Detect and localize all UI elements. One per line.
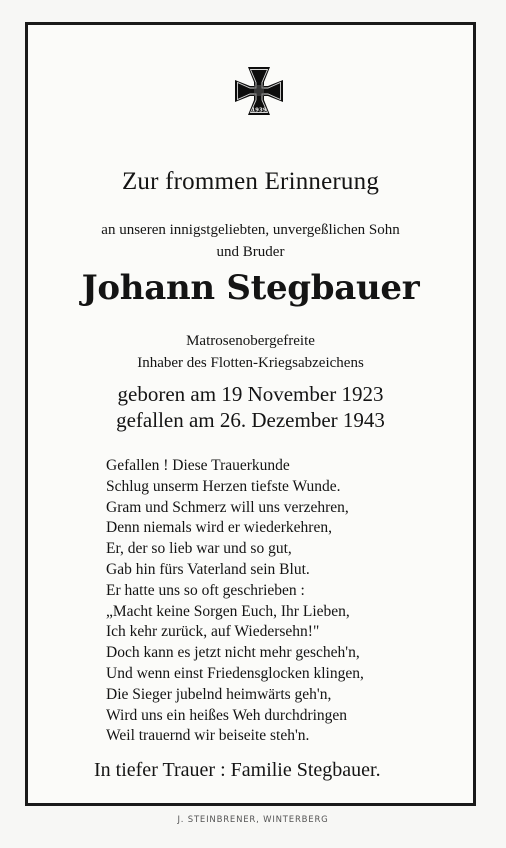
- poem-line: Wird uns ein heißes Weh durchdringen: [106, 706, 348, 724]
- poem-line: „Macht keine Sorgen Euch, Ihr Lieben,: [106, 602, 350, 620]
- dedication-line: und Bruder: [216, 244, 285, 260]
- life-dates: [25, 381, 476, 433]
- poem-line: Doch kann es jetzt nicht mehr gescheh'n,: [106, 644, 360, 662]
- rank-block: [25, 330, 476, 374]
- deceased-name: Johann Stegbauer: [81, 268, 420, 308]
- poem-line: Er hatte uns so oft geschrieben :: [106, 581, 305, 599]
- poem-line: Denn niemals wird er wiederkehren,: [106, 519, 332, 537]
- birth-date: geboren am 19 November 1923: [117, 382, 384, 406]
- cross-year-label: 1939: [251, 107, 267, 114]
- poem-line: Weil trauernd wir beiseite steh'n.: [106, 727, 310, 745]
- poem-line: Gram und Schmerz will uns verzehren,: [106, 498, 349, 516]
- dedication-line: an unseren innigstgeliebten, unvergeßlichen Sohn: [101, 222, 400, 238]
- memorial-poem: [106, 456, 446, 747]
- poem-line: Die Sieger jubelnd heimwärts geh'n,: [106, 685, 332, 703]
- poem-line: Gefallen ! Diese Trauerkunde: [106, 457, 290, 474]
- poem-line: Schlug unserm Herzen tiefste Wunde.: [106, 477, 341, 495]
- printer-imprint: J. STEINBRENER, WINTERBERG: [177, 815, 329, 825]
- memorial-heading: Zur frommen Erinnerung: [121, 168, 380, 195]
- death-date: gefallen am 26. Dezember 1943: [116, 408, 385, 432]
- poem-line: Ich kehr zurück, auf Wiedersehn!": [106, 623, 320, 641]
- dedication-text: [25, 219, 476, 263]
- poem-line: Und wenn einst Friedensglocken klingen,: [106, 664, 364, 682]
- poem-line: Gab hin fürs Vaterland sein Blut.: [106, 560, 310, 578]
- award-line: Inhaber des Flotten-Kriegsabzeichens: [137, 355, 364, 371]
- poem-line: Er, der so lieb war und so gut,: [106, 540, 292, 558]
- iron-cross-icon: [231, 63, 287, 119]
- closing-line: In tiefer Trauer : Familie Stegbauer.: [94, 759, 381, 781]
- military-rank: Matrosenobergefreite: [186, 333, 315, 349]
